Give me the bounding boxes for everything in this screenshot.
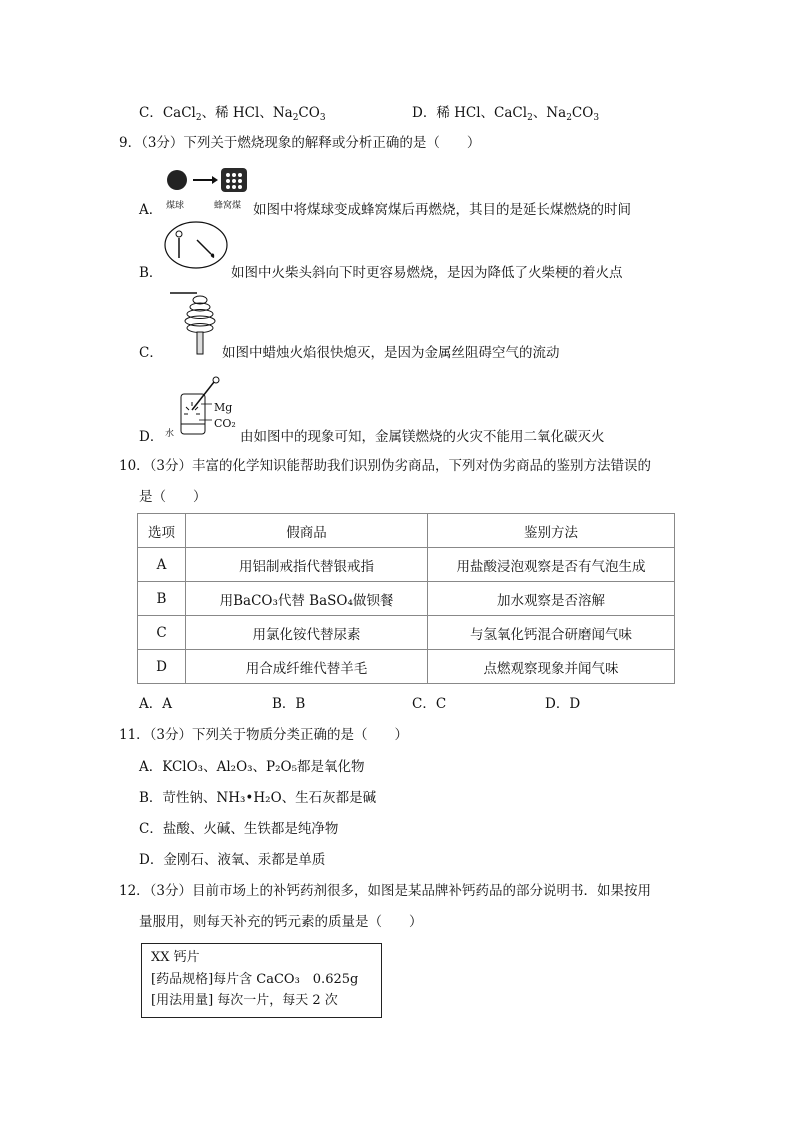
q9-option-b-text: 如图中火柴头斜向下时更容易燃烧，是因为降低了火柴梗的着火点 (231, 265, 623, 281)
medicine-title: XX 钙片 (151, 950, 200, 965)
q9-option-a-label: A． (139, 202, 163, 218)
cell-method: 加水观察是否溶解 (428, 582, 675, 616)
q10-answer-d: D．D (545, 696, 581, 712)
q9-stem: 9．（3分）下列关于燃烧现象的解释或分析正确的是（ ） (119, 135, 481, 151)
cell-method: 用盐酸浸泡观察是否有气泡生成 (428, 548, 675, 582)
candle-coil-figure (167, 290, 227, 355)
q11-option-d: D．金刚石、液氧、汞都是单质 (139, 852, 326, 868)
table-row (138, 650, 675, 684)
q9-option-c-text: 如图中蜡烛火焰很快熄灭，是因为金属丝阻碍空气的流动 (222, 345, 560, 361)
header-option: 选项 (138, 514, 186, 548)
q11-option-b: B．苛性钠、NH₃•H₂O、生石灰都是碱 (139, 790, 377, 806)
q10-answer-b: B．B (272, 696, 306, 712)
q10-stem-line1: 10．（3分）丰富的化学知识能帮助我们识别伪劣商品，下列对伪劣商品的鉴别方法错误的 (119, 458, 652, 474)
fig-label-water: 水 (165, 429, 175, 439)
table-row (138, 582, 675, 616)
fig-label-mg: Mg (214, 401, 233, 414)
cell-option: C (138, 616, 186, 650)
q9-option-d-text: 由如图中的现象可知，金属镁燃烧的火灾不能用二氧化碳灭火 (240, 429, 605, 445)
q12-stem-line2: 量服用，则每天补充的钙元素的质量是（ ） (139, 914, 423, 930)
q9-option-c-label: C． (139, 345, 163, 361)
cell-fake: 用铝制戒指代替银戒指 (186, 548, 428, 582)
medicine-spec: [药品规格]每片含 CaCO₃ 0.625g (151, 972, 359, 987)
q10-answer-a: A．A (139, 696, 172, 712)
q9-option-b-label: B． (139, 265, 163, 281)
cell-option: A (138, 548, 186, 582)
q8-option-d: D．稀 HCl、CaCl$_2$、$Na_2CO_3$ (412, 105, 600, 123)
header-fake-goods: 假商品 (186, 514, 428, 548)
header-method: 鉴别方法 (428, 514, 675, 548)
cell-option: B (138, 582, 186, 616)
cell-fake: 用合成纤维代替羊毛 (186, 650, 428, 684)
q8-option-c: C．CaCl$_2$、稀 HCl、$Na_2CO_3$ (139, 105, 326, 123)
table-row (138, 616, 675, 650)
cell-fake: 用BaCO₃代替 BaSO₄做钡餐 (186, 582, 428, 616)
q10-answer-c: C．C (412, 696, 447, 712)
table-row (138, 548, 675, 582)
q10-table (137, 513, 675, 684)
medicine-label-box (141, 943, 382, 1018)
fig-label-co2: CO₂ (214, 417, 236, 430)
q10-stem-line2: 是（ ） (139, 489, 207, 505)
q11-stem: 11．（3分）下列关于物质分类正确的是（ ） (119, 727, 409, 743)
table-header-row (138, 514, 675, 548)
coal-ball-label: 煤球 (166, 201, 185, 211)
cell-method: 与氢氧化钙混合研磨闻气味 (428, 616, 675, 650)
q12-stem-line1: 12．（3分）目前市场上的补钙药剂很多，如图是某品牌补钙药品的部分说明书．如果按用 (119, 883, 652, 899)
match-figure (163, 220, 231, 272)
q9-option-a-text: 如图中将煤球变成蜂窝煤后再燃烧，其目的是延长煤燃烧的时间 (253, 202, 631, 218)
cell-method: 点燃观察现象并闻气味 (428, 650, 675, 684)
cell-fake: 用氯化铵代替尿素 (186, 616, 428, 650)
q11-option-c: C．盐酸、火碱、生铁都是纯净物 (139, 821, 339, 837)
medicine-usage: [用法用量] 每次一片，每天 2 次 (151, 993, 338, 1008)
cell-option: D (138, 650, 186, 684)
q9-option-d-label: D． (139, 429, 164, 445)
honeycomb-coal-label: 蜂窝煤 (214, 201, 242, 211)
q11-option-a: A．KClO₃、Al₂O₃、P₂O₅都是氧化物 (139, 759, 365, 775)
